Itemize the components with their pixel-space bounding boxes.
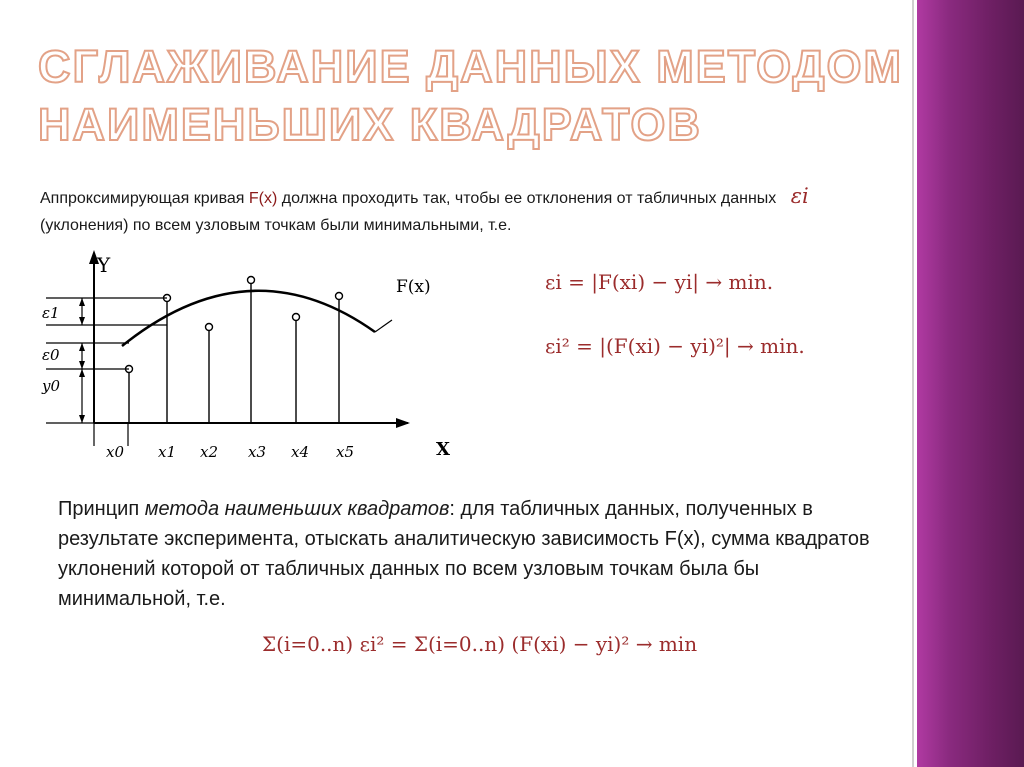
x-tick-label-5: x5 <box>336 443 355 461</box>
formula-sum-of-squares: Σ(i=0..n) εi² = Σ(i=0..n) (F(xi) − yi)² → min <box>262 632 698 656</box>
curve-label: F(x) <box>396 277 431 297</box>
side-label-eps1: ε1 <box>42 304 60 322</box>
intro-part-2: должна проходить так, чтобы ее отклонения от табличных данных <box>277 190 781 207</box>
side-label-eps0: ε0 <box>42 346 60 364</box>
side-label-y0: y0 <box>42 377 61 395</box>
side-decoration-band <box>917 0 1024 767</box>
intro-text <box>40 183 870 239</box>
intro-part-3: (уклонения) по всем узловым точкам были минимальными, т.е. <box>40 217 512 234</box>
y-axis-label: Y <box>97 253 111 277</box>
approximation-graph <box>40 248 470 468</box>
data-point-x3 <box>248 277 255 284</box>
side-divider <box>912 0 914 767</box>
formula-epsilon-min: εi = |F(xi) − yi| → min. <box>545 270 774 294</box>
intro-part-1: Аппроксимирующая кривая <box>40 190 249 207</box>
data-point-x4 <box>293 314 300 321</box>
x-axis-arrow-icon <box>396 418 410 428</box>
intro-epsilon-symbol: εi <box>790 184 809 208</box>
title-line-2: НАИМЕНЬШИХ КВАДРАТОВ <box>38 99 702 150</box>
formula-epsilon-squared-min: εi² = |(F(xi) − yi)²| → min. <box>545 334 805 358</box>
principle-method: метода наименьших квадратов <box>144 498 450 520</box>
data-point-x5 <box>336 293 343 300</box>
intro-fx: F(x) <box>248 190 278 207</box>
slide-title <box>38 38 903 154</box>
curve-label-leader <box>375 320 392 332</box>
principle-text <box>58 494 878 614</box>
x-tick-label-1: x1 <box>158 443 177 461</box>
title-line-1: СГЛАЖИВАНИЕ ДАННЫХ МЕТОДОМ <box>38 41 904 92</box>
x-tick-label-2: x2 <box>200 443 219 461</box>
x-tick-label-4: x4 <box>291 443 310 461</box>
x-tick-label-0: x0 <box>106 443 125 461</box>
x-axis-label: X <box>436 439 450 460</box>
principle-rest: : для табличных данных, полученных в результате эксперимента, отыскать аналитическую зависимость F(x), сумма квадратов уклонений которой от табличных данных по всем узловым точкам была бы минимальной, т.е. <box>58 498 870 610</box>
data-point-x2 <box>206 324 213 331</box>
principle-lead: Принцип <box>58 498 145 520</box>
x-tick-label-3: x3 <box>248 443 267 461</box>
